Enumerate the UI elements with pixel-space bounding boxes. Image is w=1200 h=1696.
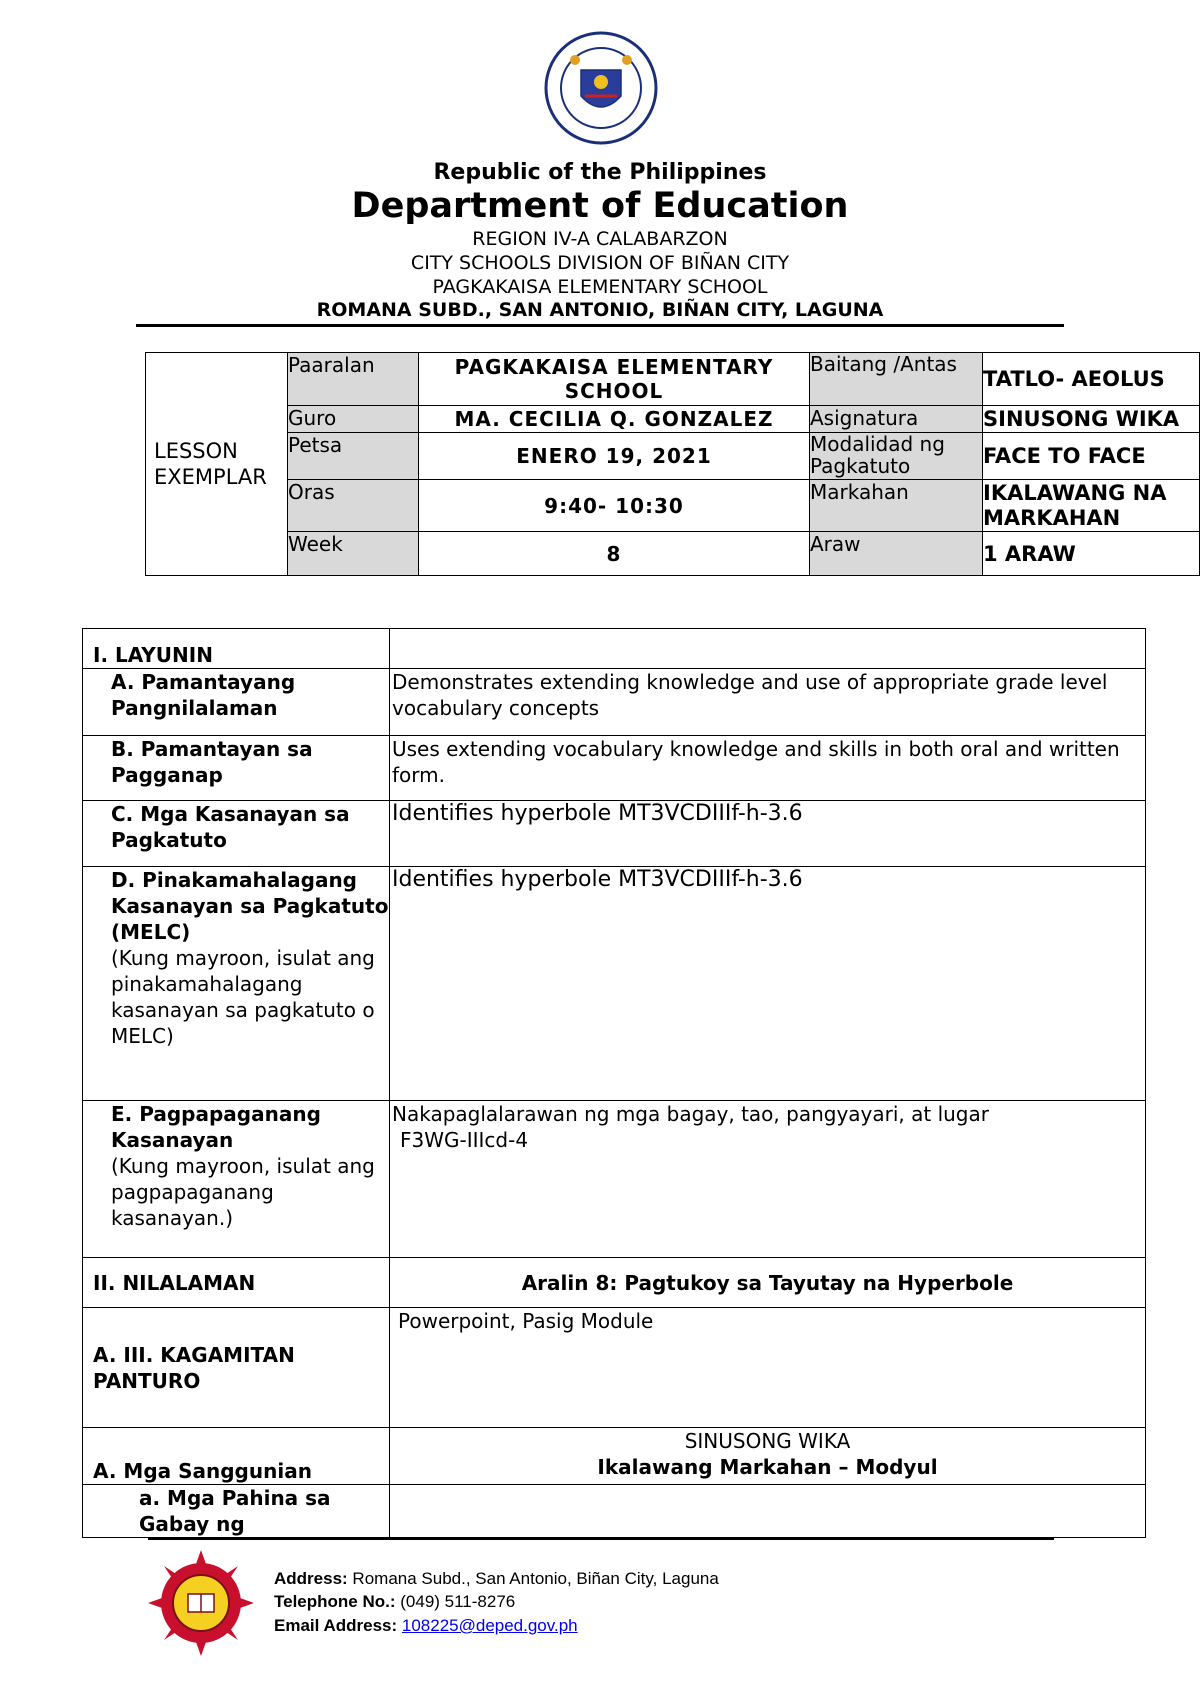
lesson-label: LESSON (154, 439, 238, 463)
melc-value: Identifies hyperbole MT3VCDIIIf-h-3.6 (390, 867, 1146, 1101)
lesson-exemplar-cell (146, 353, 288, 576)
pamantayan-sa-pagganap-value: Uses extending vocabulary knowledge and skills in both oral and written form. (390, 736, 1146, 801)
modalidad-value: FACE TO FACE (983, 433, 1200, 480)
lesson-info-table (145, 352, 1200, 576)
week-value: 8 (419, 532, 810, 576)
school-line: PAGKAKAISA ELEMENTARY SCHOOL (432, 276, 768, 298)
asignatura-label: Asignatura (810, 406, 983, 433)
region-line: REGION IV-A CALABARZON (472, 228, 728, 250)
kagamitan-value: Powerpoint, Pasig Module (390, 1308, 1146, 1428)
paaralan-label: Paaralan (288, 353, 419, 406)
sanggunian-subject: SINUSONG WIKA (684, 1429, 851, 1453)
footer-phone (274, 1592, 515, 1612)
melc-cell (83, 867, 390, 1101)
footer-phone-label: Telephone No.: (274, 1592, 396, 1611)
pamantayan-sa-pagganap-label: B. Pamantayan sa Pagganap (83, 736, 390, 801)
markahan-label: Markahan (810, 480, 983, 532)
footer-address-value: Romana Subd., San Antonio, Biñan City, Laguna (352, 1569, 719, 1588)
asignatura-value: SINUSONG WIKA (983, 406, 1200, 433)
nilalaman-label: II. NILALAMAN (83, 1258, 390, 1308)
republic-heading: Republic of the Philippines (433, 160, 767, 185)
sanggunian-label: A. Mga Sanggunian (83, 1428, 390, 1485)
pamantayang-pangnilalaman-label: A. Pamantayang Pangnilalaman (83, 669, 390, 736)
department-heading: Department of Education (351, 186, 849, 226)
pamantayang-pangnilalaman-value: Demonstrates extending knowledge and use of appropriate grade level vocabulary concepts (390, 669, 1146, 736)
markahan-value: IKALAWANG NA MARKAHAN (983, 480, 1200, 532)
lesson-plan-table (82, 628, 1146, 1538)
sanggunian-module: Ikalawang Markahan – Modyul (597, 1455, 938, 1479)
guro-label: Guro (288, 406, 419, 433)
footer-address (274, 1569, 719, 1589)
pagpapaganang-code: F3WG-IIIcd-4 (400, 1128, 529, 1152)
pahina-label: a. Mga Pahina sa Gabay ng (83, 1485, 390, 1538)
week-label: Week (288, 532, 419, 576)
melc-note: (Kung mayroon, isulat ang pinakamahalagang kasanayan sa pagkatuto o MELC) (111, 946, 375, 1048)
pagpapaganang-label: E. Pagpapaganang Kasanayan (111, 1102, 321, 1152)
division-line: CITY SCHOOLS DIVISION OF BIÑAN CITY (410, 252, 790, 274)
kagamitan-label: A. III. KAGAMITAN PANTURO (83, 1308, 390, 1428)
footer-email-link[interactable]: 108225@deped.gov.ph (401, 1616, 578, 1635)
sanggunian-cell (390, 1428, 1146, 1485)
pagpapaganang-cell-value (390, 1101, 1146, 1258)
guro-value: MA. CECILIA Q. GONZALEZ (419, 406, 810, 433)
footer-email-label: Email Address: (274, 1616, 398, 1635)
footer-address-label: Address: (274, 1569, 348, 1588)
baitang-label: Baitang /Antas (810, 353, 983, 406)
petsa-label: Petsa (288, 433, 419, 480)
footer-divider (148, 1537, 1054, 1540)
pahina-empty-cell (390, 1485, 1146, 1538)
deped-seal-logo (543, 30, 659, 146)
pagpapaganang-cell (83, 1101, 390, 1258)
araw-label: Araw (810, 532, 983, 576)
baitang-value: TATLO- AEOLUS (983, 353, 1200, 406)
footer-phone-value: (049) 511-8276 (400, 1592, 516, 1611)
exemplar-label: EXEMPLAR (154, 465, 267, 489)
melc-label: D. Pinakamahalagang Kasanayan sa Pagkatuto (MELC) (111, 868, 389, 944)
oras-value: 9:40- 10:30 (419, 480, 810, 532)
paaralan-value: PAGKAKAISA ELEMENTARY SCHOOL (419, 353, 810, 406)
pagpapaganang-value: Nakapaglalarawan ng mga bagay, tao, pangyayari, at lugar (392, 1102, 989, 1126)
nilalaman-value: Aralin 8: Pagtukoy sa Tayutay na Hyperbole (390, 1258, 1146, 1308)
kasanayan-sa-pagkatuto-label: C. Mga Kasanayan sa Pagkatuto (83, 801, 390, 867)
header-divider (136, 324, 1064, 327)
oras-label: Oras (288, 480, 419, 532)
school-address-line: ROMANA SUBD., SAN ANTONIO, BIÑAN CITY, LAGUNA (316, 299, 884, 321)
layunin-heading: I. LAYUNIN (83, 629, 390, 669)
petsa-value: ENERO 19, 2021 (419, 433, 810, 480)
modalidad-label: Modalidad ng Pagkatuto (810, 433, 983, 480)
layunin-empty-cell (390, 629, 1146, 669)
school-logo (148, 1550, 254, 1656)
kasanayan-sa-pagkatuto-value: Identifies hyperbole MT3VCDIIIf-h-3.6 (390, 801, 1146, 867)
footer-email (274, 1616, 578, 1636)
araw-value: 1 ARAW (983, 532, 1200, 576)
pagpapaganang-note: (Kung mayroon, isulat ang pagpapaganang kasanayan.) (111, 1154, 375, 1230)
